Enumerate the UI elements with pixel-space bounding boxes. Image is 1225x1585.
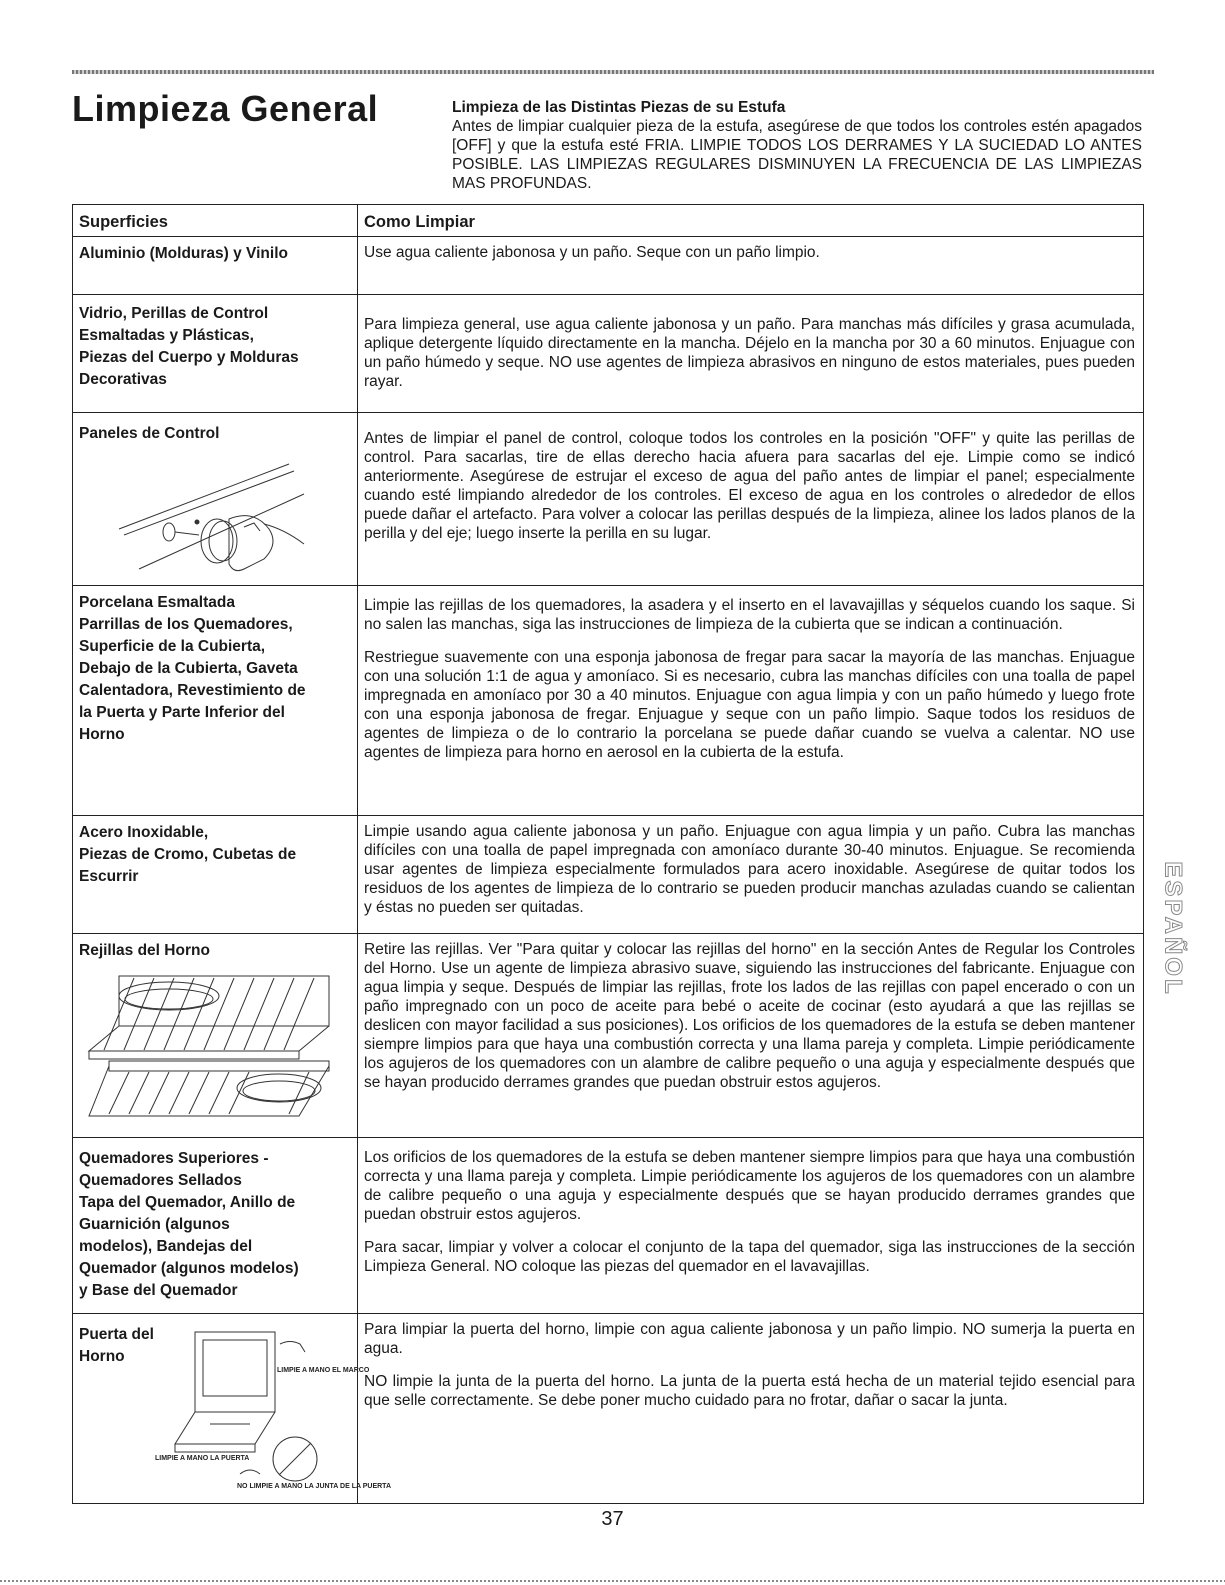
intro-block: [452, 98, 1142, 193]
cleaning-table: [72, 204, 1144, 1504]
language-label: ESPAÑOL: [1159, 861, 1187, 997]
callout-gasket: NO LIMPIE A MANO LA JUNTA DE LA PUERTA: [237, 1483, 391, 1490]
instructions-cell: [358, 934, 1144, 1138]
instructions-cell: [358, 816, 1144, 934]
surface-label: Rejillas del Horno: [79, 942, 210, 959]
surface-label: Parrillas de los Quemadores,: [79, 616, 293, 633]
surface-label: Calentadora, Revestimiento de: [79, 682, 306, 699]
instruction-paragraph: Los orificios de los quemadores de la estufa se deben mantener siempre limpios para que haya una combustión correcta y una llama pareja y completa. Limpie periódicamente los agujeros de los quemadores con un alambre de calibre pequeño o una aguja y especialmente después que se hayan producido derrames grandes que puedan obstruir estos agujeros.: [364, 1149, 1135, 1223]
table-row: [73, 934, 1144, 1138]
table-row: [73, 413, 1144, 586]
surface-cell: [73, 413, 358, 586]
instructions-cell: [358, 295, 1144, 413]
instruction-paragraph: Retire las rejillas. Ver "Para quitar y colocar las rejillas del horno" en la sección Antes de Regular los Controles del Horno. Use un agente de limpieza abrasivo suave, siguiendo las instrucciones del fabricante. Enjuague con agua limpia y seque. Después de limpiar las rejillas, frote los lados de las rejillas con papel encerado o con un paño impregnado con un poco de aceite para bebé o aceite de cocinar (esto ayudará a que las rejillas se deslicen con mayor facilidad a sus posiciones). Los orificios de los quemadores de la estufa se deben mantener siempre limpios para que haya una combustión correcta y una llama pareja y completa. Limpie periódicamente los agujeros de los quemadores con un alambre de calibre pequeño o una aguja y especialmente después que se hayan producido derrames grandes que puedan obstruir estos agujeros.: [364, 941, 1135, 1091]
instructions-cell: [358, 237, 1144, 295]
surface-label: Aluminio (Molduras) y Vinilo: [79, 245, 288, 262]
surface-label: Superficie de la Cubierta,: [79, 638, 266, 655]
language-side-tab: [1160, 845, 1190, 1005]
surface-label: Quemadores Superiores -: [79, 1150, 269, 1167]
surface-label: Acero Inoxidable,: [79, 824, 209, 841]
surface-cell: [73, 1138, 358, 1314]
surface-label: Esmaltadas y Plásticas,: [79, 327, 254, 344]
page-title: Limpieza General: [72, 88, 379, 129]
instruction-paragraph: Para limpieza general, use agua caliente jabonosa y un paño. Para manchas más difíciles y grasa acumulada, aplique detergente líquido directamente en la mancha. Déjelo en la mancha por 30 a 60 minutos. Enjuague con un paño húmedo y seque. NO use agentes de limpieza abrasivos en ninguno de estos materiales, pues pueden rayar.: [364, 316, 1135, 390]
instructions-cell: [358, 1314, 1144, 1504]
surface-label: Horno: [79, 726, 125, 743]
surface-label: Horno: [79, 1348, 125, 1365]
instructions-cell: [358, 586, 1144, 816]
table-row: [73, 1314, 1144, 1504]
surface-label: Tapa del Quemador, Anillo de: [79, 1194, 296, 1211]
surface-cell: [73, 1314, 391, 1504]
instruction-paragraph: NO limpie la junta de la puerta del horno. La junta de la puerta está hecha de un material tejido esencial para que selle correctamente. Se debe poner mucho cuidado para no frotar, dañar o sacar la junta.: [364, 1373, 1135, 1409]
instruction-paragraph: Para sacar, limpiar y volver a colocar el conjunto de la tapa del quemador, siga las instrucciones de la sección Limpieza General. NO coloque las piezas del quemador en el lavavajillas.: [364, 1239, 1135, 1275]
header-how-to-clean: Como Limpiar: [358, 205, 1144, 237]
surface-label: Piezas de Cromo, Cubetas de: [79, 846, 297, 863]
instruction-paragraph: Limpie usando agua caliente jabonosa y un paño. Enjuague con agua limpia y un paño. Cubra las manchas difíciles con una toalla de papel impregnada con amoníaco durante 30-40 minutos. Enjuague. Se recomienda usar agentes de limpieza especialmente formulados para acero inoxidable. Asegúrese de quitar todos los residuos de los agentes de limpieza de lo contrario se pueden producir manchas azuladas cuando se calientan y éstas no pueden ser quitadas.: [364, 823, 1135, 916]
table-row: [73, 295, 1144, 413]
surface-label: Piezas del Cuerpo y Molduras: [79, 349, 299, 366]
instruction-paragraph: Restriegue suavemente con una esponja jabonosa de fregar para sacar la mayoría de las manchas. Enjuague con una solución 1:1 de agua y amoníaco. Si es necesario, cubra las manchas difíciles con una toalla de papel impregnada en amoníaco por 30 a 40 minutos. Enjuague con agua limpia y con un paño húmedo y luego frote con una esponja jabonosa de fregar. Enjuague y seque con un paño limpio. Saque todos los residuos de agentes de limpieza o de lo contrario la porcelana se puede dañar cuando se vuelva a calentar. NO use agentes de limpieza para horno en aerosol en la cubierta de la estufa.: [364, 649, 1135, 761]
table-row: [73, 237, 1144, 295]
instruction-paragraph: Limpie las rejillas de los quemadores, la asadera y el inserto en el lavavajillas y séquelos cuando los saque. Si no salen las manchas, siga las instrucciones de limpieza de la cubierta que se indican a continuación.: [364, 597, 1135, 633]
surface-label: Vidrio, Perillas de Control: [79, 305, 269, 322]
table-header-row: [73, 205, 1144, 237]
table-row: [73, 586, 1144, 816]
surface-label: Guarnición (algunos: [79, 1216, 230, 1233]
instruction-paragraph: Para limpiar la puerta del horno, limpie con agua caliente jabonosa y un paño limpio. NO sumerja la puerta en agua.: [364, 1321, 1135, 1357]
control-knob-illustration: [79, 449, 319, 579]
table-row: [73, 1138, 1144, 1314]
oven-rack-illustration: [79, 966, 339, 1126]
intro-heading: Limpieza de las Distintas Piezas de su Estufa: [452, 99, 786, 116]
surface-label: Quemador (algunos modelos): [79, 1260, 299, 1277]
callout-door: LIMPIE A MANO LA PUERTA: [155, 1455, 250, 1462]
surface-label: Puerta del: [79, 1326, 154, 1343]
header-surfaces: Superficies: [73, 205, 358, 237]
surface-cell: [73, 295, 358, 413]
instruction-paragraph: Use agua caliente jabonosa y un paño. Seque con un paño limpio.: [364, 244, 820, 261]
surface-label: Decorativas: [79, 371, 167, 388]
surface-cell: [73, 934, 358, 1138]
surface-label: y Base del Quemador: [79, 1282, 238, 1299]
bottom-rule: [0, 1580, 1225, 1582]
surface-cell: [73, 816, 358, 934]
surface-label: Porcelana Esmaltada: [79, 594, 235, 611]
surface-label: Quemadores Sellados: [79, 1172, 242, 1189]
surface-label: Escurrir: [79, 868, 139, 885]
surface-label: Paneles de Control: [79, 425, 220, 442]
intro-text: Antes de limpiar cualquier pieza de la estufa, asegúrese de que todos los controles estén apagados [OFF] y que la estufa esté FRIA. LIMPIE TODOS LOS DERRAMES Y LA SUCIEDAD LO ANTES POSIBLE. LAS LIMPIEZAS REGULARES DISMINUYEN LA FRECUENCIA DE LAS LIMPIEZAS MAS PROFUNDAS.: [452, 118, 1142, 192]
top-rule: [72, 70, 1154, 74]
instructions-cell: [358, 1138, 1144, 1314]
surface-label: Debajo de la Cubierta, Gaveta: [79, 660, 298, 677]
surface-cell: [73, 586, 358, 816]
page-number: 37: [601, 1508, 624, 1530]
oven-door-illustration: [155, 1324, 391, 1496]
table-row: [73, 816, 1144, 934]
surface-label: modelos), Bandejas del: [79, 1238, 253, 1255]
instruction-paragraph: Antes de limpiar el panel de control, coloque todos los controles en la posición "OFF" y quite las perillas de control. Para sacarlas, tire de ellas derecho hacia afuera para sacarlas del eje. Limpie como se indicó anteriormente. Asegúrese de estrujar el exceso de agua del paño antes de limpiar el panel; especialmente cuando esté limpiando alrededor de los controles. El exceso de agua en los controles o alrededor de ellos puede dañar el artefacto. Para volver a colocar las perillas después de la limpieza, alinee los lados planos de la perilla y del eje; luego inserte la perilla en su lugar.: [364, 430, 1135, 542]
callout-frame: LIMPIE A MANO EL MARCO: [277, 1367, 370, 1374]
instructions-cell: [358, 413, 1144, 586]
surface-label: la Puerta y Parte Inferior del: [79, 704, 285, 721]
surface-cell: [73, 237, 358, 295]
